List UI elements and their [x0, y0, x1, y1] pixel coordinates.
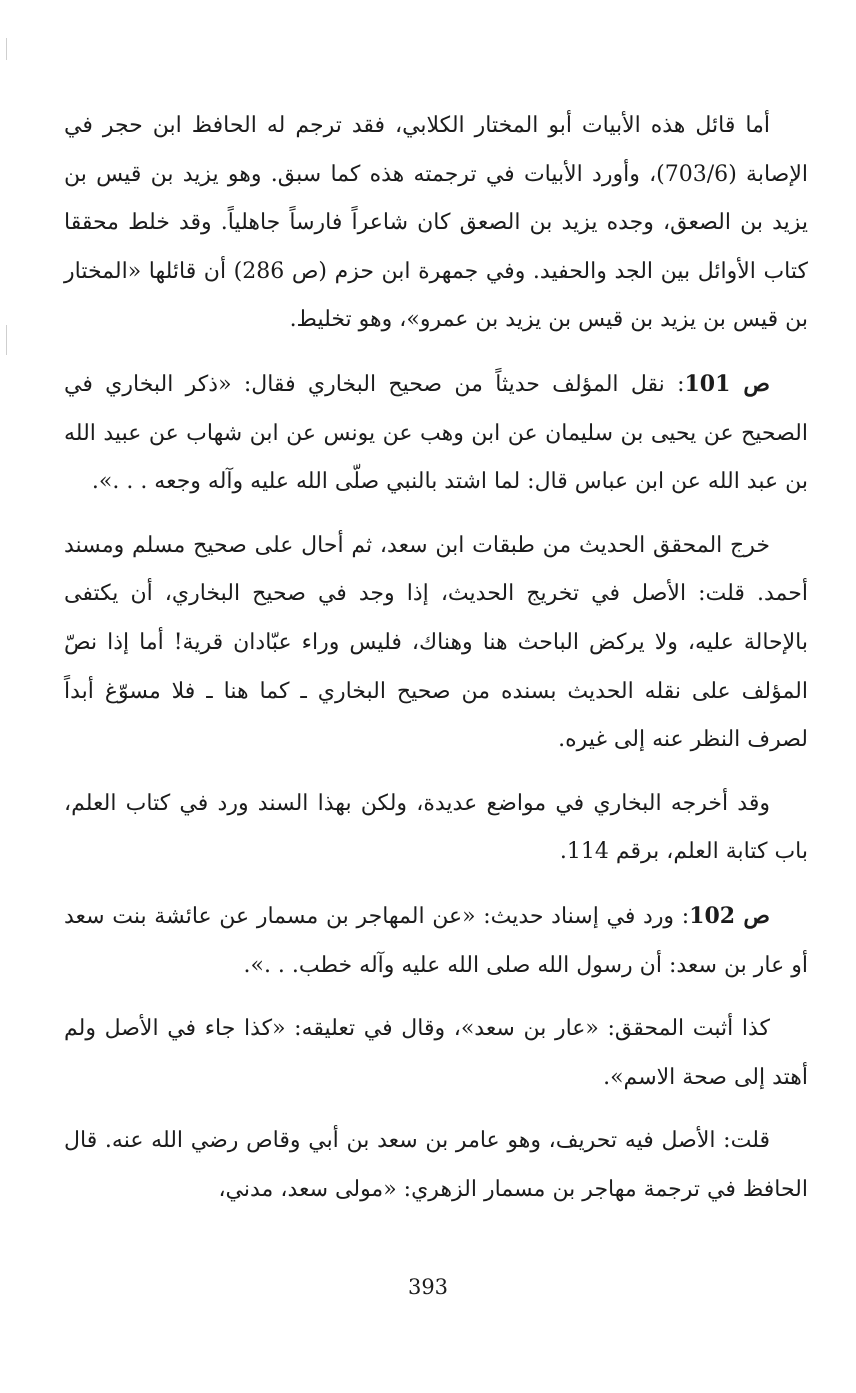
paragraph-text: أما قائل هذه الأبيات أبو المختار الكلابي، فقد ترجم له الحافظ ابن حجر في الإصابة (703/6)، وأورد الأبيات في ترجمته هذه كما سبق. وهو يزيد بن قيس بن يزيد بن الصعق، وجده يزيد بن الصعق كان شاعراً فارساً جاهلياً. وقد خلط محققا كتاب الأوائل بين الجد والحفيد. وفي جمهرة ابن حزم (ص 286) أن قائلها «المختار بن قيس بن يزيد بن قيس بن يزيد بن عمرو»، وهو تخليط.: [64, 113, 808, 333]
paragraph-text: كذا أثبت المحقق: «عار بن سعد»، وقال في تعليقه: «كذا جاء في الأصل ولم أهتد إلى صحة الاسم».: [64, 1016, 808, 1090]
paragraph: [64, 892, 808, 990]
page-reference: ص 102: [689, 902, 770, 929]
paragraph-text: خرج المحقق الحديث من طبقات ابن سعد، ثم أحال على صحيح مسلم ومسند أحمد. قلت: الأصل في تخريج الحديث، إذا وجد في صحيح البخاري، أن يكتفى بالإحالة عليه، ولا يركض الباحث هنا وهناك، فليس وراء عبّادان قرية! أما إذا نصّ المؤلف على نقله الحديث بسنده من صحيح البخاري ـ كما هنا ـ فلا مسوّغ أبداً لصرف النظر عنه إلى غيره.: [64, 532, 808, 753]
scan-edge-mark: [6, 38, 7, 60]
body-text: [64, 102, 808, 1214]
page-reference: ص 101: [684, 370, 770, 397]
paragraph: [64, 522, 808, 765]
scan-edge-mark: [6, 325, 7, 355]
paragraph: [64, 1005, 808, 1102]
paragraph-text: : ورد في إسناد حديث: «عن المهاجر بن مسمار عن عائشة بنت سعد أو عار بن سعد: أن رسول الله صلى الله عليه وآله خطب. . .».: [64, 903, 808, 978]
paragraph: [64, 1117, 808, 1214]
paragraph: [64, 360, 808, 507]
paragraph: [64, 780, 808, 877]
paragraph-text: قلت: الأصل فيه تحريف، وهو عامر بن سعد بن أبي وقاص رضي الله عنه. قال الحافظ في ترجمة مهاجر بن مسمار الزهري: «مولى سعد، مدني،: [64, 1128, 808, 1202]
page-number: 393: [407, 1275, 449, 1299]
paragraph: [64, 102, 808, 345]
paragraph-text: وقد أخرجه البخاري في مواضع عديدة، ولكن بهذا السند ورد في كتاب العلم، باب كتابة العلم، برقم 114.: [64, 790, 808, 865]
paragraph-text: : نقل المؤلف حديثاً من صحيح البخاري فقال: «ذكر البخاري في الصحيح عن يحيى بن سليمان عن ابن وهب عن يونس عن ابن شهاب عن عبيد الله بن عبد الله عن ابن عباس قال: لما اشتد بالنبي صلّى الله عليه وآله وجعه . . .».: [64, 371, 808, 495]
